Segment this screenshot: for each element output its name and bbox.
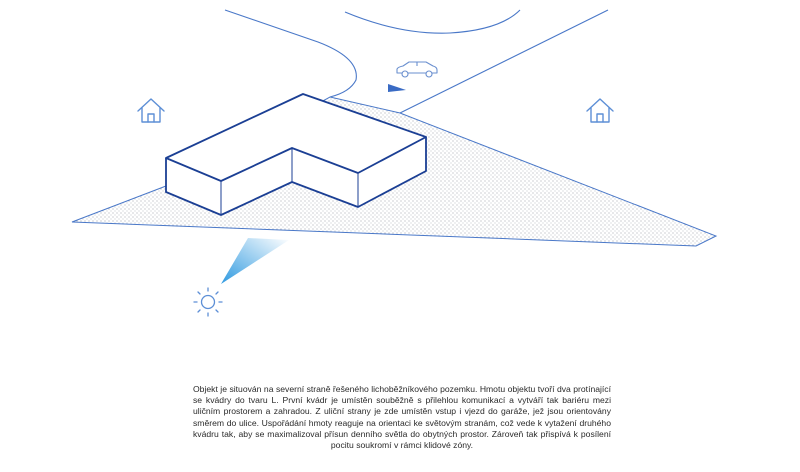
sun-icon [194,288,222,316]
house-icon [587,99,613,122]
road-edge-left [225,10,356,97]
direction-arrow-icon [388,84,406,92]
house-icon [138,99,164,122]
road-edge-top-curve [345,10,520,33]
car-icon [397,62,437,77]
description-text: Objekt je situován na severní straně řešeného lichoběžníkového pozemku. Hmotu objektu tvoří dva protínající se kvádry do tvaru L. První kvádr je umístěn souběžně s přilehlou komunikací a vytváří tak bariéru mezi uličním prostorem a zahradou. Z uliční strany je zde umístěn vstup i vjezd do garáže, jež jsou orientovány směrem do ulice. Uspořádání hmoty reaguje na orientaci ke světovým stranám, což vede k vytažení druhého kvádru tak, aby se maximalizoval přísun denního světla do obytných prostor. Zároveň tak přispívá k posílení pocitu soukromí v rámci klidové zóny. [193,384,611,451]
light-beam [221,238,289,284]
road-edge-right [400,10,608,113]
